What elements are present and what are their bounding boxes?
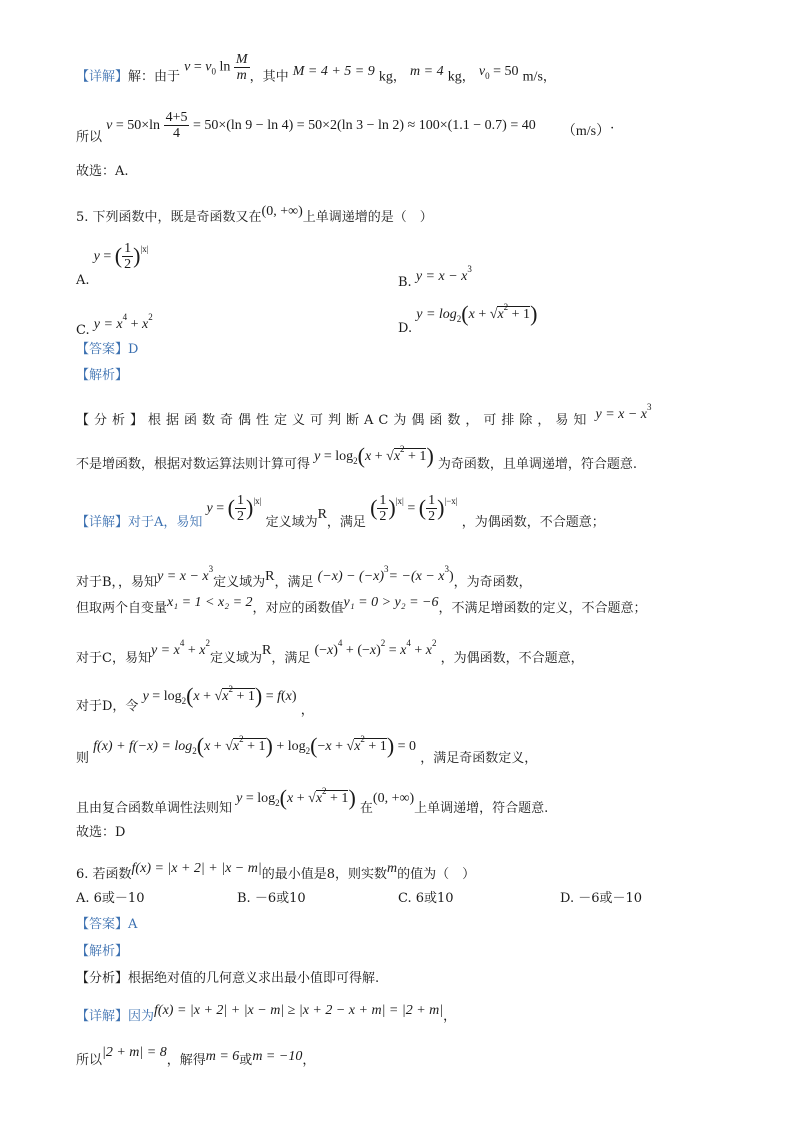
q5-detail-a: 【详解】对于A，易知 y = ( $\frac{1}{2}$ )$^{|x|}$ 定义域为R，满足 ( $\frac{1}{2}$ )$^{|x|}$ = ( $\frac{1}{2}$ )$^{|-x|}$ ，为偶函数，不合题意； — [76, 493, 605, 530]
q5-stem: 5. 下列函数中，既是奇函数又在(0, +∞)上单调递增的是（ ） — [76, 204, 433, 225]
detail-tag: 【详解】 — [76, 69, 129, 85]
q6-option-b[interactable]: B. －6或10 — [237, 891, 306, 906]
q5-option-c[interactable]: C. $y = x^4 + x^2$ — [76, 312, 153, 338]
q5-analysis-b: 不是增函数，根据对数运算法则计算可得 $y = \log_2(x + √x^2 + 1)$ 为奇函数，且单调递增，符合题意. — [76, 443, 638, 472]
q5-detail-d: 对于D，令 $y = \log_2(x + √x^2 + 1) = f(x)$ ， — [76, 683, 314, 718]
q5-answer-line: 故选：D — [76, 825, 126, 840]
formula-m: m = 4 — [410, 63, 444, 79]
q5-detail-b2: 但取两个自变量x₁ = 1 < x₂ = 2，对应的函数值y₁ = 0 > y₂ = −6，不满足增函数的定义，不合题意； — [76, 595, 647, 616]
q5-option-d[interactable]: D. $y = \log_2(x + √x^2 + 1)$ — [398, 301, 538, 336]
q5-analysis-tag: 【解析】 — [76, 368, 129, 383]
q6-detail: 【详解】因为f(x) = |x + 2| + |x − m| ≥ |x + 2 − x + m| = |2 + m|， — [76, 1003, 457, 1024]
q5-analysis-a: 【分析】根据函数奇偶性定义可判断AC为偶函数，可排除，易知 $y = x - x^3$ — [76, 402, 652, 428]
q5-detail-b: 对于B，，易知$y = x - x^3$定义域为R，满足 $(-x) - (-x)^3= -(x - x^3)$，为奇函数， — [76, 564, 532, 590]
q6-answer-tag: 【答案】A — [76, 917, 138, 932]
q6-option-c[interactable]: C. 6或10 — [398, 891, 454, 906]
q6-solve: 所以|2 + m| = 8，解得m = 6或m = −10， — [76, 1045, 316, 1068]
formula-M: M = 4 + 5 = 9 — [292, 63, 375, 79]
q5-option-a[interactable]: A. y = ( $\frac{1}{2}$ )$^{|x|}$ — [76, 241, 149, 288]
q4-answer: 故选：A. — [76, 164, 129, 179]
q5-detail-d3: 且由复合函数单调性法则知 $y = \log_2(x + √x^2 + 1)$ 在(0, +∞)上单调递增，符合题意. — [76, 785, 549, 816]
q5-detail-c: 对于C，易知$y = x^4 + x^2$定义域为R，满足 $(-x)^4 + (-x)^2 = x^4 + x^2$ ，为偶函数，不合题意， — [76, 638, 584, 666]
calc-formula: v = 50×ln $\frac{4+5}{4}$ = 50×(ln 9 − ln 4) = 50×2(ln 3 − ln 2) ≈ 100×(1.1 − 0.7) = 40 — [106, 110, 536, 141]
q5-answer-tag: 【答案】D — [76, 342, 139, 357]
q6-analysis-tag: 【解析】 — [76, 944, 129, 959]
q5-detail-d2: 则 $f(x) + f(-x) = \log_2(x + √x^2 + 1) + \log_2(-x + √x^2 + 1) = 0$ ，满足奇函数定义， — [76, 733, 538, 766]
formula-v: $v = v_0$ ln $\frac{M}{m}$ — [184, 52, 248, 83]
q6-option-a[interactable]: A. 6或－10 — [76, 891, 145, 906]
q4-calc-line: 所以 v = 50×ln $\frac{4+5}{4}$ = 50×(ln 9 − ln 4) = 50×2(ln 3 − ln 2) ≈ 100×(1.1 − 0.7) = 40 （m/s）. — [76, 110, 615, 145]
q6-analysis: 【分析】根据绝对值的几何意义求出最小值即可得解. — [76, 971, 380, 986]
q5-option-b[interactable]: B. $y = x - x^3$ — [398, 264, 472, 290]
q6-option-d[interactable]: D. －6或－10 — [560, 891, 643, 906]
optA-formula: y = ( $\frac{1}{2}$ )$^{|x|}$ — [93, 241, 149, 273]
formula-v0: $v_0 = 50$ — [478, 63, 519, 81]
q6-stem: 6. 若函数f(x) = |x + 2| + |x − m|的最小值是8，则实数m的值为（ ） — [76, 861, 476, 882]
q4-detail-line: 【详解】解：由于 $v = v_0$ ln $\frac{M}{m}$ ，其中 M = 4 + 5 = 9 kg， m = 4 kg， $v_0 = 50$ m/s， — [76, 52, 556, 85]
